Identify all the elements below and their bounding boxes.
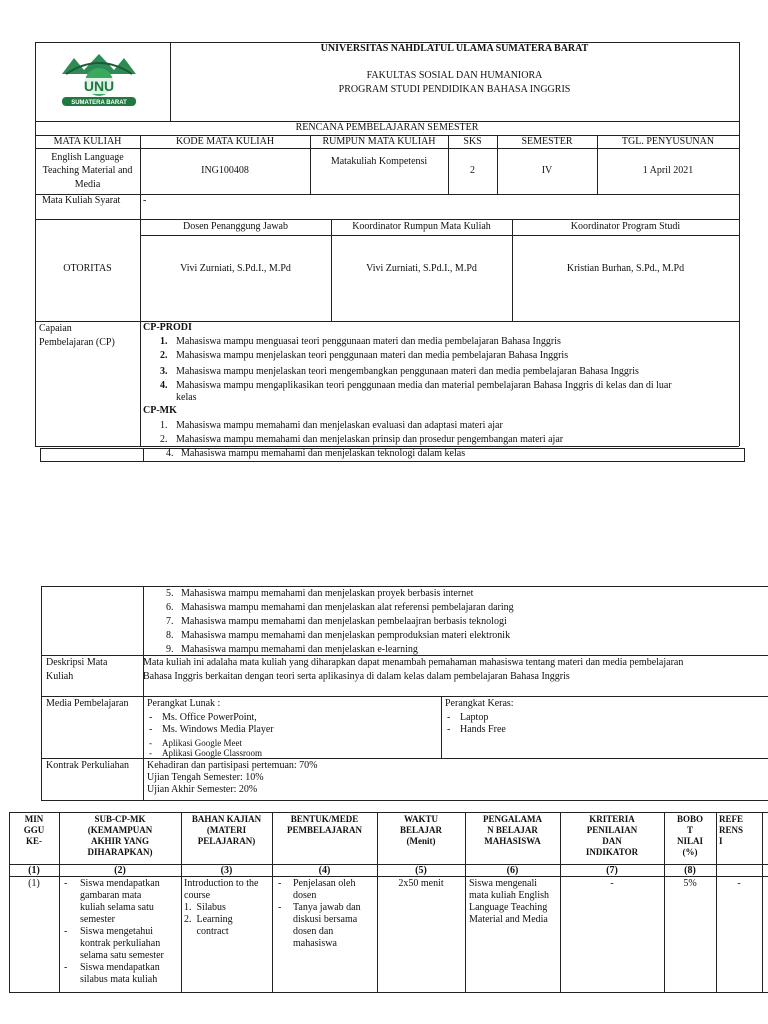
course-semester: IV (541, 165, 553, 176)
course-sks: 2 (470, 165, 475, 176)
plan-col-number: (2) (114, 865, 126, 876)
experience-line: Material and Media (469, 914, 548, 925)
prereq-value: - (143, 195, 147, 206)
authority-label: OTORITAS (63, 263, 112, 274)
course-name-line: Media (74, 179, 101, 190)
topic-title: course (184, 890, 211, 901)
authority-name: Vivi Zurniati, S.Pd.I., M.Pd (366, 263, 477, 274)
plan-reference: - (737, 878, 741, 889)
university-name: UNIVERSITAS NAHDLATUL ULAMA SUMATERA BARAT (320, 43, 589, 54)
course-date: 1 April 2021 (642, 165, 694, 176)
plan-col-number: (6) (506, 865, 519, 876)
col-semester: SEMESTER (521, 136, 573, 147)
authority-name: Kristian Burhan, S.Pd., M.Pd (566, 263, 685, 274)
sub-cp-line: kontrak perkuliahan (80, 938, 161, 949)
hardware-title: Perangkat Keras: (445, 698, 514, 709)
topic-title: Introduction to the (184, 878, 259, 889)
cp-mk-item: Mahasiswa mampu memahami dan menjelaskan e-learning (181, 644, 418, 655)
description-line: Mata kuliah ini adalaha mata kuliah yang diharapkan dapat menambah pemahaman mahasiswa tentang materi dan media pembelajaran (143, 657, 684, 668)
description-label: Kuliah (46, 671, 74, 682)
cp-mk-item: Mahasiswa mampu memahami dan menjelaskan pemproduksian materi elektronik (181, 630, 511, 641)
hardware-item: Hands Free (460, 724, 506, 735)
method-line: Tanya jawab dan (293, 902, 361, 913)
rps-title: RENCANA PEMBELAJARAN SEMESTER (295, 122, 479, 133)
faculty-name: FAKULTAS SOSIAL DAN HUMANIORA (366, 70, 543, 81)
experience-line: Siswa mengenali (469, 878, 538, 889)
software-item: Ms. Windows Media Player (162, 724, 274, 735)
plan-weight: 5% (683, 878, 697, 889)
method-line: dosen dan (293, 926, 334, 937)
sub-cp-line: selama satu semester (80, 950, 164, 961)
col-sks: SKS (463, 136, 482, 147)
sub-cp-line: semester (80, 914, 115, 925)
plan-header: BOBO (676, 814, 703, 824)
topic-item: contract (184, 926, 229, 937)
cp-prodi-item: Mahasiswa mampu mengaplikasikan teori penggunaan media dan material pembelajaran Bahasa Inggris di kelas dan di luar (176, 380, 672, 391)
plan-col-number: (7) (606, 865, 618, 876)
plan-criteria: - (610, 878, 614, 889)
sub-cp-line: gambaran mata (80, 890, 142, 901)
svg-text:SUMATERA BARAT: SUMATERA BARAT (71, 100, 127, 106)
experience-line: mata kuliah English (469, 890, 549, 901)
plan-header: BAHAN KAJIAN (191, 814, 262, 824)
university-logo (56, 52, 142, 112)
plan-header: SUB-CP-MK (94, 814, 146, 824)
svg-text:UNU: UNU (83, 78, 115, 94)
plan-header: REFE (719, 814, 744, 824)
experience-line: Language Teaching (469, 902, 548, 913)
contract-line: Kehadiran dan partisipasi pertemuan: 70% (147, 760, 318, 771)
plan-header: KRITERIA (589, 814, 635, 824)
cp-mk-item: Mahasiswa mampu memahami dan menjelaskan alat referensi pembelajaran daring (181, 602, 514, 613)
cp-mk-item: Mahasiswa mampu memahami dan menjelaskan teknologi dalam kelas (181, 448, 466, 459)
method-line: dosen (293, 890, 317, 901)
description-line: Bahasa Inggris berkaitan dengan teori serta aplikasinya di dalam kelas dalam pembelajaran Bahasa Inggris (143, 671, 570, 682)
software-item: Aplikasi Google Meet (162, 738, 242, 748)
cp-prodi-item-cont: kelas (176, 392, 197, 403)
course-group: Matakuliah Kompetensi (330, 156, 428, 167)
prereq-label: Mata Kuliah Syarat (42, 195, 121, 206)
media-label: Media Pembelajaran (46, 698, 129, 709)
program-name: PROGRAM STUDI PENDIDIKAN BAHASA INGGRIS (338, 84, 571, 95)
method-line: diskusi bersama (293, 914, 358, 925)
cp-mk-item: Mahasiswa mampu memahami dan menjelaskan proyek berbasis internet (181, 588, 474, 599)
col-kode: KODE MATA KULIAH (175, 136, 275, 147)
authority-name: Vivi Zurniati, S.Pd.I., M.Pd (180, 263, 291, 274)
plan-col-number: (1) (28, 865, 40, 876)
cp-mk-item: Mahasiswa mampu memahami dan menjelaskan evaluasi dan adaptasi materi ajar (176, 420, 503, 431)
software-item: Aplikasi Google Classroom (162, 748, 262, 758)
cp-mk-title: CP-MK (143, 405, 177, 416)
software-item: Ms. Office PowerPoint, (162, 712, 257, 723)
sub-cp-line: Siswa mengetahui (80, 926, 154, 937)
sub-cp-line: Siswa mendapatkan (80, 878, 160, 889)
hardware-item: Laptop (460, 712, 489, 723)
cp-prodi-item: Mahasiswa mampu menguasai teori penggunaan materi dan media pembelajaran Bahasa Inggris (176, 336, 561, 347)
plan-header: BENTUK/MEDE (290, 814, 359, 824)
cp-mk-item: Mahasiswa mampu memahami dan menjelaskan prinsip dan prosedur pengembangan materi ajar (176, 434, 564, 445)
method-line: mahasiswa (293, 938, 337, 949)
topic-item: 1. Silabus (184, 902, 226, 913)
plan-header: WAKTU (403, 814, 438, 824)
col-mata-kuliah: MATA KULIAH (53, 136, 122, 147)
plan-week: (1) (28, 878, 40, 889)
topic-item: 2. Learning (184, 914, 233, 925)
cp-label: Pembelajaran (CP) (39, 337, 115, 348)
plan-header: MIN (24, 814, 44, 824)
course-name-line: English Language (51, 152, 124, 163)
contract-label: Kontrak Perkuliahan (46, 760, 130, 771)
col-tgl: TGL. PENYUSUNAN (621, 136, 715, 147)
plan-col-number: (3) (220, 865, 233, 876)
cp-prodi-item: Mahasiswa mampu menjelaskan teori penggunaan materi dan media pembelajaran Bahasa Inggris (176, 350, 569, 361)
plan-header: PENGALAMA (483, 814, 542, 824)
sub-cp-line: Siswa mendapatkan (80, 962, 160, 973)
authority-header: Koordinator Rumpun Mata Kuliah (352, 221, 491, 232)
description-label: Deskripsi Mata (46, 657, 108, 668)
plan-col-number: (5) (415, 865, 427, 876)
col-rumpun: RUMPUN MATA KULIAH (322, 136, 436, 147)
sub-cp-line: silabus mata kuliah (80, 974, 158, 985)
plan-col-number: (4) (318, 865, 331, 876)
plan-col-number: (8) (684, 865, 696, 876)
cp-prodi-item: Mahasiswa mampu menjelaskan teori mengembangkan penggunaan materi dan media pembelajaran Bahasa Inggris (176, 366, 639, 377)
plan-time: 2x50 menit (398, 878, 444, 889)
method-line: Penjelasan oleh (293, 878, 356, 889)
cp-mk-item: Mahasiswa mampu memahami dan menjelaskan pembelaajran berbasis teknologi (181, 616, 507, 627)
sub-cp-line: kuliah selama satu (80, 902, 154, 913)
authority-header: Koordinator Program Studi (570, 221, 681, 232)
authority-header: Dosen Penanggung Jawab (183, 221, 288, 232)
software-title: Perangkat Lunak : (147, 698, 221, 709)
cp-prodi-title: CP-PRODI (143, 322, 192, 333)
contract-line: Ujian Tengah Semester: 10% (147, 772, 264, 783)
course-code: ING100408 (201, 165, 249, 176)
course-name-line: Teaching Material and (42, 165, 133, 176)
contract-line: Ujian Akhir Semester: 20% (147, 784, 258, 795)
cp-label: Capaian (39, 323, 72, 334)
